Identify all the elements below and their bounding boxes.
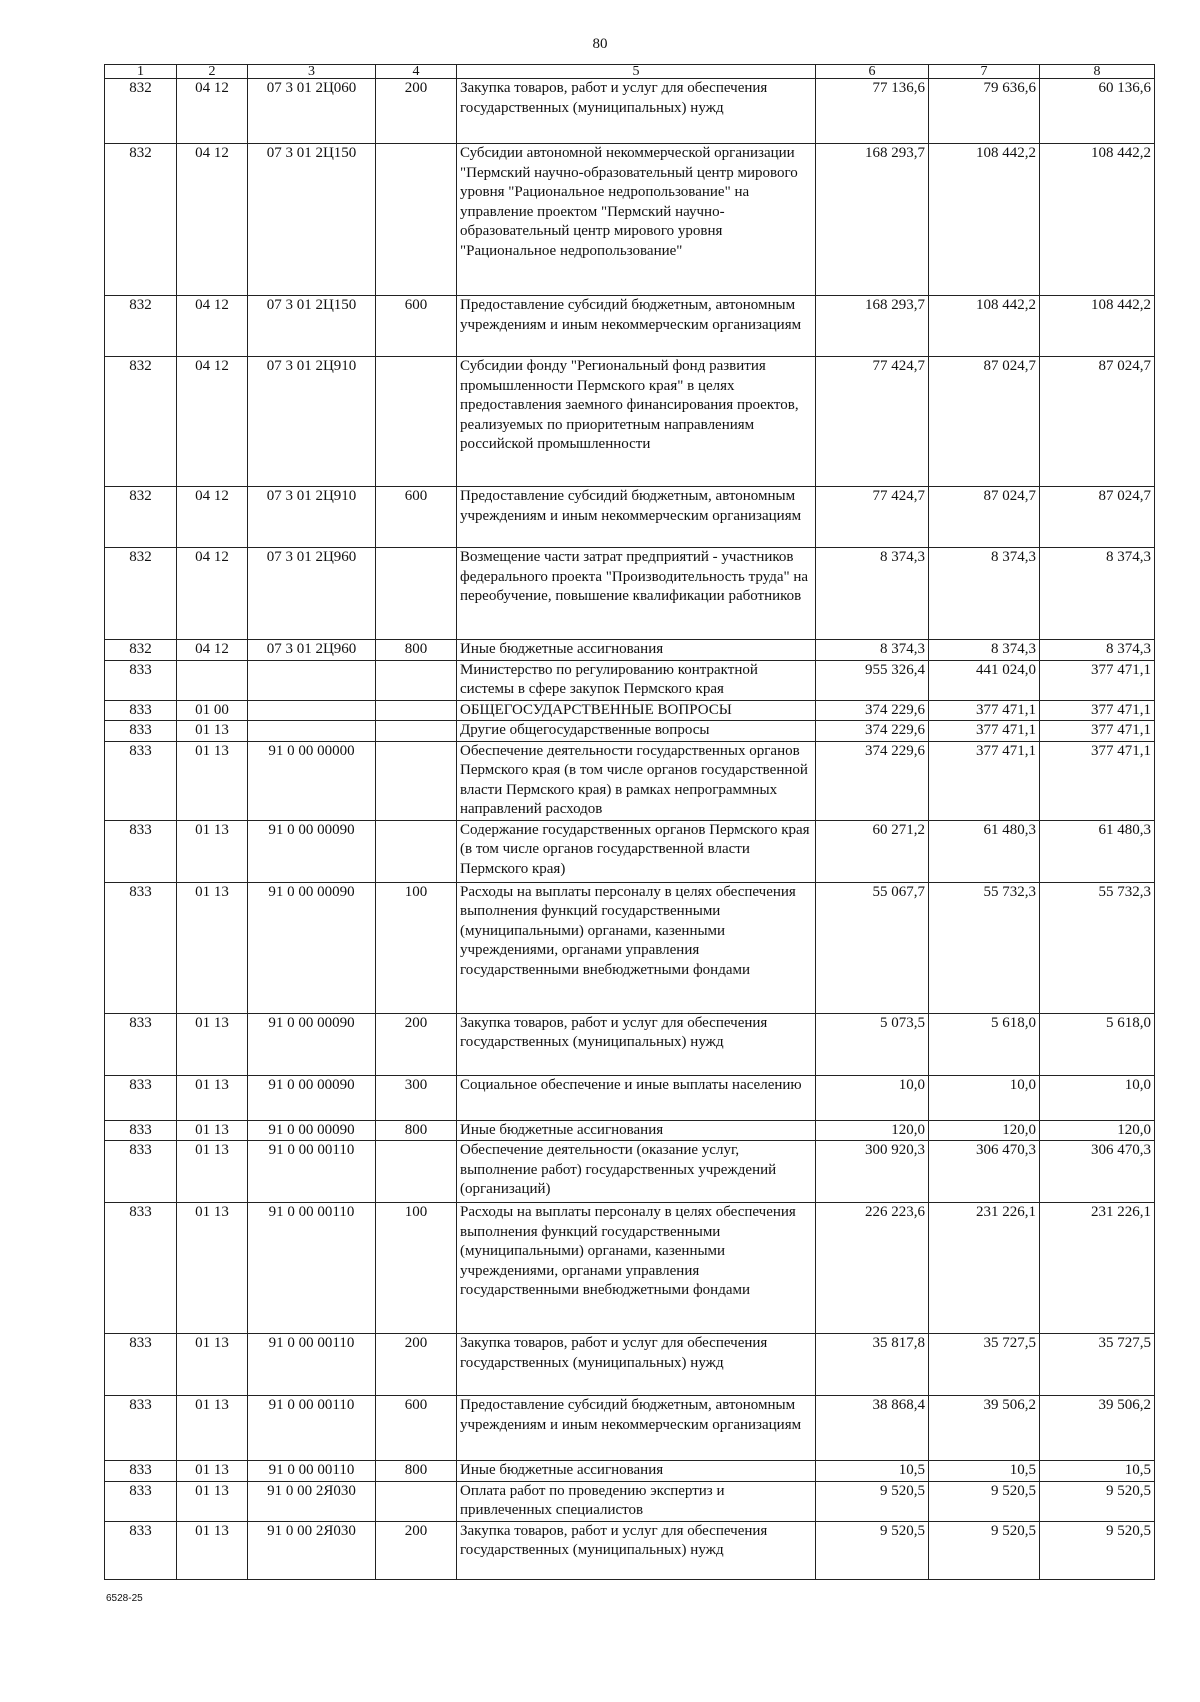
amount-col8-cell: 10,0: [1040, 1075, 1155, 1120]
table-row: [105, 1013, 1155, 1075]
description-cell: Расходы на выплаты персоналу в целях обеспечения выполнения функций государственными (муниципальными) органами, казенными учреждениями, органами управления государственными внебюджетными фондами: [457, 882, 816, 1013]
amount-col8-cell: 5 618,0: [1040, 1013, 1155, 1075]
amount-col8-cell: 377 471,1: [1040, 660, 1155, 700]
table-row: [105, 1396, 1155, 1461]
amount-col7-cell: 120,0: [929, 1120, 1040, 1141]
table-row: [105, 357, 1155, 487]
expense-type-code-cell: [376, 820, 457, 882]
ministry-code-cell: 832: [105, 357, 177, 487]
amount-col6-cell: 5 073,5: [816, 1013, 929, 1075]
amount-col8-cell: 8 374,3: [1040, 640, 1155, 661]
ministry-code-cell: 833: [105, 1461, 177, 1482]
amount-col7-cell: 55 732,3: [929, 882, 1040, 1013]
ministry-code-cell: 833: [105, 1075, 177, 1120]
expense-type-code-cell: 100: [376, 882, 457, 1013]
expense-type-code-cell: [376, 700, 457, 721]
section-code-cell: 01 13: [177, 741, 248, 820]
table-row: [105, 640, 1155, 661]
amount-col8-cell: 60 136,6: [1040, 79, 1155, 144]
section-code-cell: 01 13: [177, 1334, 248, 1396]
description-cell: Расходы на выплаты персоналу в целях обеспечения выполнения функций государственными (муниципальными) органами, казенными учреждениями, органами управления государственными внебюджетными фондами: [457, 1203, 816, 1334]
target-article-code-cell: 07 3 01 2Ц960: [248, 640, 376, 661]
target-article-code-cell: 07 3 01 2Ц910: [248, 487, 376, 548]
ministry-code-cell: 833: [105, 1481, 177, 1521]
expense-type-code-cell: [376, 357, 457, 487]
amount-col8-cell: 8 374,3: [1040, 548, 1155, 640]
section-code-cell: 04 12: [177, 296, 248, 357]
section-code-cell: 04 12: [177, 487, 248, 548]
amount-col8-cell: 377 471,1: [1040, 741, 1155, 820]
section-code-cell: 01 13: [177, 1396, 248, 1461]
amount-col6-cell: 60 271,2: [816, 820, 929, 882]
amount-col8-cell: 306 470,3: [1040, 1141, 1155, 1203]
amount-col7-cell: 61 480,3: [929, 820, 1040, 882]
section-code-cell: 01 13: [177, 1141, 248, 1203]
ministry-code-cell: 833: [105, 1141, 177, 1203]
amount-col7-cell: 10,5: [929, 1461, 1040, 1482]
target-article-code-cell: [248, 721, 376, 742]
expense-type-code-cell: [376, 548, 457, 640]
target-article-code-cell: 91 0 00 00090: [248, 820, 376, 882]
table-row: [105, 548, 1155, 640]
amount-col8-cell: 108 442,2: [1040, 296, 1155, 357]
description-cell: Предоставление субсидий бюджетным, автономным учреждениям и иным некоммерческим организациям: [457, 296, 816, 357]
column-header: 8: [1040, 65, 1155, 79]
amount-col6-cell: 38 868,4: [816, 1396, 929, 1461]
section-code-cell: 04 12: [177, 144, 248, 296]
amount-col6-cell: 77 424,7: [816, 357, 929, 487]
ministry-code-cell: 832: [105, 548, 177, 640]
expense-type-code-cell: [376, 721, 457, 742]
description-cell: Предоставление субсидий бюджетным, автономным учреждениям и иным некоммерческим организациям: [457, 1396, 816, 1461]
expense-type-code-cell: 200: [376, 1521, 457, 1579]
expense-type-code-cell: [376, 1481, 457, 1521]
expense-type-code-cell: [376, 741, 457, 820]
description-cell: Закупка товаров, работ и услуг для обеспечения государственных (муниципальных) нужд: [457, 79, 816, 144]
amount-col7-cell: 10,0: [929, 1075, 1040, 1120]
amount-col8-cell: 87 024,7: [1040, 357, 1155, 487]
section-code-cell: 01 13: [177, 721, 248, 742]
amount-col6-cell: 120,0: [816, 1120, 929, 1141]
expense-type-code-cell: 800: [376, 1120, 457, 1141]
page-number: 80: [592, 36, 608, 52]
section-code-cell: 01 13: [177, 1521, 248, 1579]
amount-col7-cell: 87 024,7: [929, 487, 1040, 548]
table-row: [105, 721, 1155, 742]
ministry-code-cell: 833: [105, 741, 177, 820]
description-cell: Иные бюджетные ассигнования: [457, 1120, 816, 1141]
description-cell: Оплата работ по проведению экспертиз и привлеченных специалистов: [457, 1481, 816, 1521]
target-article-code-cell: [248, 700, 376, 721]
ministry-code-cell: 833: [105, 882, 177, 1013]
ministry-code-cell: 833: [105, 660, 177, 700]
amount-col8-cell: 120,0: [1040, 1120, 1155, 1141]
ministry-code-cell: 833: [105, 1396, 177, 1461]
description-cell: Возмещение части затрат предприятий - участников федерального проекта "Производительность труда" на переобучение, повышение квалификации работников: [457, 548, 816, 640]
expense-type-code-cell: 200: [376, 1013, 457, 1075]
budget-table: [104, 64, 1155, 1580]
amount-col8-cell: 55 732,3: [1040, 882, 1155, 1013]
amount-col6-cell: 10,5: [816, 1461, 929, 1482]
table-row: [105, 882, 1155, 1013]
description-cell: ОБЩЕГОСУДАРСТВЕННЫЕ ВОПРОСЫ: [457, 700, 816, 721]
ministry-code-cell: 833: [105, 721, 177, 742]
amount-col8-cell: 9 520,5: [1040, 1521, 1155, 1579]
column-header: 4: [376, 65, 457, 79]
expense-type-code-cell: 300: [376, 1075, 457, 1120]
amount-col8-cell: 9 520,5: [1040, 1481, 1155, 1521]
amount-col6-cell: 9 520,5: [816, 1521, 929, 1579]
amount-col7-cell: 9 520,5: [929, 1521, 1040, 1579]
target-article-code-cell: 07 3 01 2Ц150: [248, 144, 376, 296]
amount-col6-cell: 8 374,3: [816, 548, 929, 640]
amount-col8-cell: 231 226,1: [1040, 1203, 1155, 1334]
section-code-cell: 01 13: [177, 1481, 248, 1521]
table-row: [105, 296, 1155, 357]
expense-type-code-cell: [376, 144, 457, 296]
column-header: 6: [816, 65, 929, 79]
amount-col7-cell: 231 226,1: [929, 1203, 1040, 1334]
column-header: 5: [457, 65, 816, 79]
description-cell: Закупка товаров, работ и услуг для обеспечения государственных (муниципальных) нужд: [457, 1521, 816, 1579]
description-cell: Социальное обеспечение и иные выплаты населению: [457, 1075, 816, 1120]
table-row: [105, 144, 1155, 296]
amount-col8-cell: 87 024,7: [1040, 487, 1155, 548]
amount-col6-cell: 374 229,6: [816, 700, 929, 721]
table-row: [105, 1521, 1155, 1579]
target-article-code-cell: 91 0 00 2Я030: [248, 1481, 376, 1521]
description-cell: Субсидии автономной некоммерческой организации "Пермский научно-образовательный центр мирового уровня "Рациональное недропользование" на управление проектом "Пермский научно-образовательный центр мирового уровня "Рациональное недропользование": [457, 144, 816, 296]
amount-col7-cell: 79 636,6: [929, 79, 1040, 144]
table-row: [105, 660, 1155, 700]
amount-col6-cell: 955 326,4: [816, 660, 929, 700]
ministry-code-cell: 832: [105, 487, 177, 548]
amount-col6-cell: 168 293,7: [816, 144, 929, 296]
target-article-code-cell: 91 0 00 00090: [248, 882, 376, 1013]
ministry-code-cell: 833: [105, 700, 177, 721]
table-row: [105, 1461, 1155, 1482]
amount-col7-cell: 441 024,0: [929, 660, 1040, 700]
target-article-code-cell: 91 0 00 2Я030: [248, 1521, 376, 1579]
header-row: [105, 65, 1155, 79]
amount-col8-cell: 35 727,5: [1040, 1334, 1155, 1396]
table-row: [105, 1481, 1155, 1521]
section-code-cell: 01 13: [177, 820, 248, 882]
column-header: 3: [248, 65, 376, 79]
column-header: 7: [929, 65, 1040, 79]
expense-type-code-cell: 800: [376, 640, 457, 661]
amount-col6-cell: 374 229,6: [816, 741, 929, 820]
amount-col6-cell: 55 067,7: [816, 882, 929, 1013]
target-article-code-cell: 91 0 00 00110: [248, 1141, 376, 1203]
target-article-code-cell: 07 3 01 2Ц150: [248, 296, 376, 357]
expense-type-code-cell: 800: [376, 1461, 457, 1482]
target-article-code-cell: 91 0 00 00090: [248, 1013, 376, 1075]
ministry-code-cell: 833: [105, 1521, 177, 1579]
target-article-code-cell: 91 0 00 00110: [248, 1396, 376, 1461]
expense-type-code-cell: 600: [376, 1396, 457, 1461]
section-code-cell: 01 13: [177, 1013, 248, 1075]
description-cell: Закупка товаров, работ и услуг для обеспечения государственных (муниципальных) нужд: [457, 1013, 816, 1075]
table-row: [105, 700, 1155, 721]
table-row: [105, 1334, 1155, 1396]
amount-col7-cell: 5 618,0: [929, 1013, 1040, 1075]
table-row: [105, 79, 1155, 144]
amount-col7-cell: 39 506,2: [929, 1396, 1040, 1461]
description-cell: Иные бюджетные ассигнования: [457, 1461, 816, 1482]
amount-col6-cell: 374 229,6: [816, 721, 929, 742]
table-row: [105, 741, 1155, 820]
ministry-code-cell: 833: [105, 820, 177, 882]
amount-col7-cell: 306 470,3: [929, 1141, 1040, 1203]
section-code-cell: 01 13: [177, 1203, 248, 1334]
ministry-code-cell: 833: [105, 1334, 177, 1396]
section-code-cell: 01 00: [177, 700, 248, 721]
amount-col7-cell: 377 471,1: [929, 700, 1040, 721]
expense-type-code-cell: 600: [376, 487, 457, 548]
amount-col8-cell: 10,5: [1040, 1461, 1155, 1482]
expense-type-code-cell: [376, 1141, 457, 1203]
description-cell: Обеспечение деятельности (оказание услуг, выполнение работ) государственных учреждений (организаций): [457, 1141, 816, 1203]
amount-col8-cell: 61 480,3: [1040, 820, 1155, 882]
table-row: [105, 1075, 1155, 1120]
table-row: [105, 487, 1155, 548]
amount-col6-cell: 226 223,6: [816, 1203, 929, 1334]
section-code-cell: [177, 660, 248, 700]
amount-col7-cell: 377 471,1: [929, 741, 1040, 820]
section-code-cell: 01 13: [177, 1075, 248, 1120]
description-cell: Другие общегосударственные вопросы: [457, 721, 816, 742]
target-article-code-cell: 07 3 01 2Ц910: [248, 357, 376, 487]
section-code-cell: 04 12: [177, 357, 248, 487]
amount-col8-cell: 377 471,1: [1040, 700, 1155, 721]
ministry-code-cell: 833: [105, 1203, 177, 1334]
expense-type-code-cell: 200: [376, 79, 457, 144]
section-code-cell: 01 13: [177, 1461, 248, 1482]
amount-col6-cell: 8 374,3: [816, 640, 929, 661]
description-cell: Обеспечение деятельности государственных органов Пермского края (в том числе органов государственной власти Пермского края) в рамках непрограммных направлений расходов: [457, 741, 816, 820]
amount-col7-cell: 108 442,2: [929, 296, 1040, 357]
ministry-code-cell: 832: [105, 144, 177, 296]
amount-col7-cell: 108 442,2: [929, 144, 1040, 296]
table-row: [105, 1203, 1155, 1334]
section-code-cell: 04 12: [177, 79, 248, 144]
ministry-code-cell: 833: [105, 1120, 177, 1141]
section-code-cell: 04 12: [177, 640, 248, 661]
document-code: 6528-25: [106, 1593, 143, 1604]
amount-col7-cell: 8 374,3: [929, 640, 1040, 661]
target-article-code-cell: 91 0 00 00110: [248, 1203, 376, 1334]
amount-col8-cell: 39 506,2: [1040, 1396, 1155, 1461]
amount-col7-cell: 8 374,3: [929, 548, 1040, 640]
amount-col6-cell: 10,0: [816, 1075, 929, 1120]
amount-col6-cell: 168 293,7: [816, 296, 929, 357]
table-row: [105, 820, 1155, 882]
description-cell: Содержание государственных органов Пермского края (в том числе органов государственной власти Пермского края): [457, 820, 816, 882]
target-article-code-cell: [248, 660, 376, 700]
target-article-code-cell: 91 0 00 00000: [248, 741, 376, 820]
expense-type-code-cell: 100: [376, 1203, 457, 1334]
column-header: 2: [177, 65, 248, 79]
amount-col8-cell: 108 442,2: [1040, 144, 1155, 296]
ministry-code-cell: 832: [105, 296, 177, 357]
description-cell: Иные бюджетные ассигнования: [457, 640, 816, 661]
amount-col6-cell: 35 817,8: [816, 1334, 929, 1396]
section-code-cell: 01 13: [177, 1120, 248, 1141]
amount-col6-cell: 77 136,6: [816, 79, 929, 144]
amount-col7-cell: 35 727,5: [929, 1334, 1040, 1396]
section-code-cell: 01 13: [177, 882, 248, 1013]
expense-type-code-cell: 200: [376, 1334, 457, 1396]
target-article-code-cell: 07 3 01 2Ц960: [248, 548, 376, 640]
amount-col7-cell: 377 471,1: [929, 721, 1040, 742]
ministry-code-cell: 832: [105, 640, 177, 661]
description-cell: Субсидии фонду "Региональный фонд развития промышленности Пермского края" в целях предоставления заемного финансирования проектов, реализуемых по приоритетным направлениям российской промышленности: [457, 357, 816, 487]
expense-type-code-cell: 600: [376, 296, 457, 357]
expense-type-code-cell: [376, 660, 457, 700]
description-cell: Министерство по регулированию контрактной системы в сфере закупок Пермского края: [457, 660, 816, 700]
column-header: 1: [105, 65, 177, 79]
ministry-code-cell: 833: [105, 1013, 177, 1075]
amount-col6-cell: 300 920,3: [816, 1141, 929, 1203]
target-article-code-cell: 91 0 00 00110: [248, 1461, 376, 1482]
amount-col6-cell: 9 520,5: [816, 1481, 929, 1521]
target-article-code-cell: 91 0 00 00110: [248, 1334, 376, 1396]
target-article-code-cell: 07 3 01 2Ц060: [248, 79, 376, 144]
target-article-code-cell: 91 0 00 00090: [248, 1075, 376, 1120]
target-article-code-cell: 91 0 00 00090: [248, 1120, 376, 1141]
amount-col7-cell: 87 024,7: [929, 357, 1040, 487]
description-cell: Закупка товаров, работ и услуг для обеспечения государственных (муниципальных) нужд: [457, 1334, 816, 1396]
table-row: [105, 1141, 1155, 1203]
amount-col8-cell: 377 471,1: [1040, 721, 1155, 742]
amount-col7-cell: 9 520,5: [929, 1481, 1040, 1521]
amount-col6-cell: 77 424,7: [816, 487, 929, 548]
table-row: [105, 1120, 1155, 1141]
description-cell: Предоставление субсидий бюджетным, автономным учреждениям и иным некоммерческим организациям: [457, 487, 816, 548]
ministry-code-cell: 832: [105, 79, 177, 144]
section-code-cell: 04 12: [177, 548, 248, 640]
